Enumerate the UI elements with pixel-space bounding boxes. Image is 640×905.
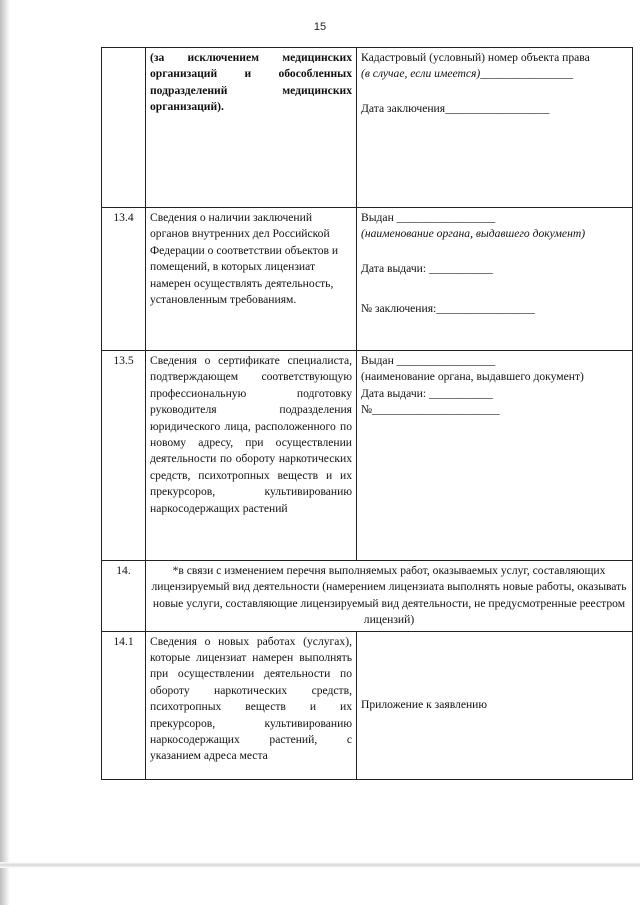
row-value: [357, 208, 633, 351]
conclusion-number-line: № заключения:_________________: [361, 302, 535, 316]
row-label: Сведения о новых работах (услугах), которые лицензиат намерен выполнять при осуществлении деятельности по обороту наркотических средств, психотропных веществ и их прекурсоров, культивированию наркосодержащих растений, с указанием адреса места: [146, 631, 357, 779]
page-number: 15: [313, 21, 327, 33]
spacer: [361, 277, 628, 301]
row-label-exclusion: (за исключением медицинских организаций и обособленных подразделений медицинских организаций).: [146, 48, 357, 208]
issued-by-note: (наименование органа, выдавшего документ): [361, 227, 586, 241]
issued-by-line: Выдан _________________: [361, 211, 496, 224]
issued-by-note: (наименование органа, выдавшего документ): [361, 370, 584, 384]
cadastral-note: (в случае, если имеется)________________: [361, 67, 573, 81]
row-number: 13.5: [102, 351, 146, 561]
conclusion-date-line: Дата заключения__________________: [361, 101, 550, 115]
table-row-13-4: [102, 208, 633, 351]
certificate-number-line: №______________________: [361, 403, 500, 417]
table-row-13-5: [102, 351, 633, 561]
attachment-note: Приложение к заявлению: [361, 697, 488, 711]
row-label: Сведения о сертификате специалиста, подтверждающем соответствующую профессиональную подготовку руководителя подразделения юридического лица, расположенного по новому адресу, при осуществлении деятельности по обороту наркотических средств, психотропных веществ и их прекурсоров, культивированию наркосодержащих растений: [146, 351, 357, 561]
table-row-continuation: [102, 48, 633, 208]
issue-date-line: Дата выдачи: ___________: [361, 386, 493, 400]
row-section-heading: *в связи с изменением перечня выполняемых работ, оказываемых услуг, составляющих лицензируемый вид деятельности (намерением лицензиата выполнять новые работы, оказывать новые услуги, составляющие лицензируемый вид деятельности, не предусмотренные реестром лицензий): [146, 561, 633, 632]
row-value-cadastral: [357, 48, 633, 208]
spacer: [361, 83, 628, 101]
row-number: 14.: [102, 561, 146, 632]
row-number-empty: [102, 48, 146, 208]
row-number: 13.4: [102, 208, 146, 351]
row-value: [357, 351, 633, 561]
cadastral-number-line: Кадастровый (условный) номер объекта права: [361, 51, 590, 64]
application-form-table: [101, 47, 633, 780]
row-label: Сведения о наличии заключений органов внутренних дел Российской Федерации о соответствии объектов и помещений, в которых лицензиат намерен осуществлять деятельность, установленным требованиям.: [146, 208, 357, 351]
row-number: 14.1: [102, 631, 146, 779]
table-row-14: [102, 561, 633, 632]
issue-date-line: Дата выдачи: ___________: [361, 261, 493, 275]
row-value: [357, 631, 633, 779]
scan-edge-bottom: [0, 862, 640, 868]
spacer: [361, 243, 628, 261]
scan-edge-left: [0, 0, 10, 905]
table-row-14-1: [102, 631, 633, 779]
issued-by-line: Выдан _________________: [361, 354, 496, 367]
